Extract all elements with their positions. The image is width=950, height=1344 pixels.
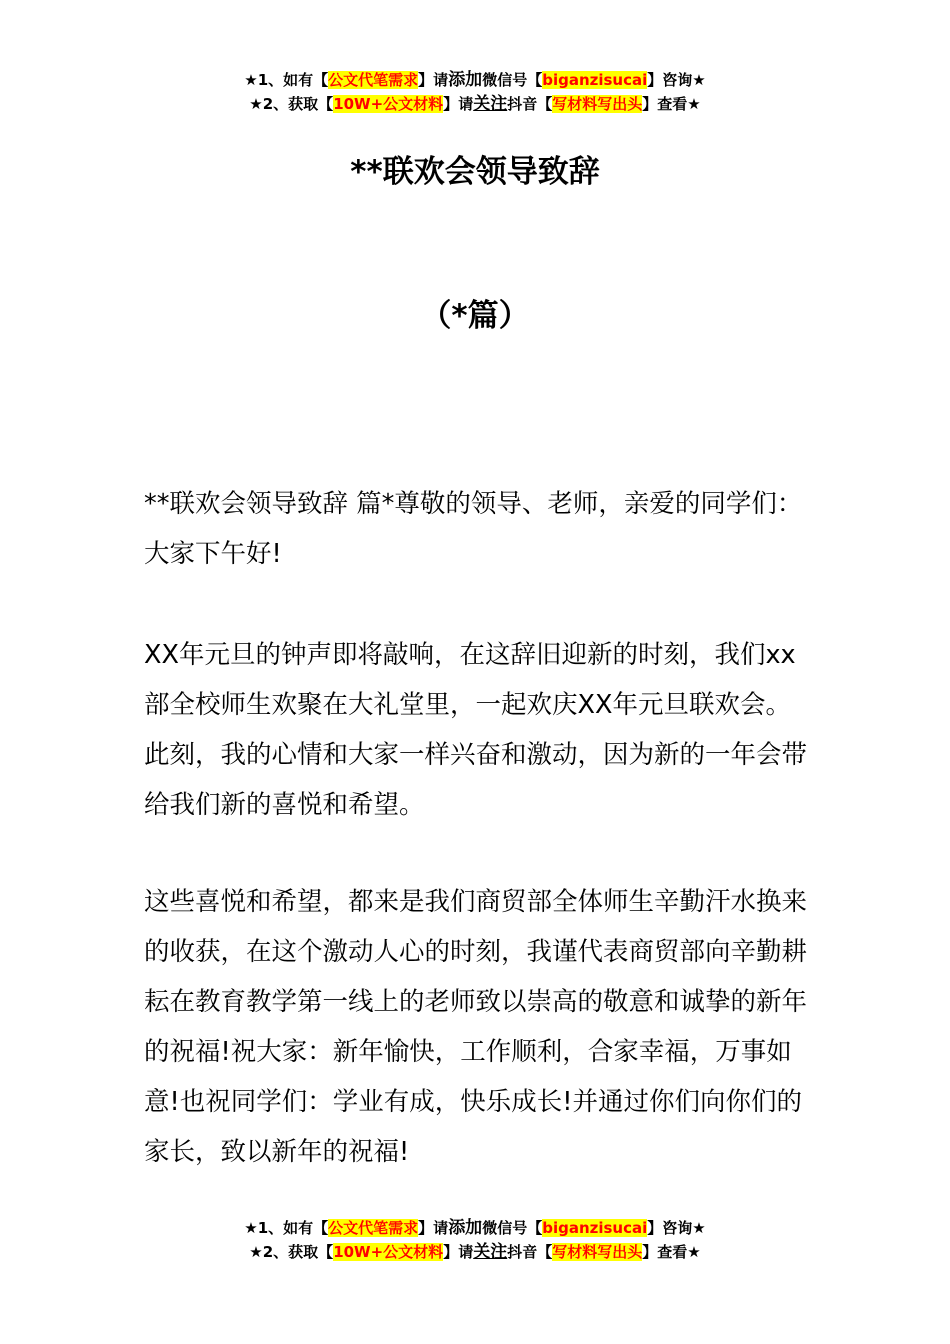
promo-highlight-service: 公文代笔需求 — [328, 1219, 419, 1237]
promo-highlight-wechat-id: biganzisucai — [542, 71, 648, 89]
body-paragraph-1: **联欢会领导致辞 篇*尊敬的领导、老师，亲爱的同学们：大家下午好! — [144, 489, 803, 569]
body-paragraph-2: XX年元旦的钟声即将敲响，在这辞旧迎新的时刻，我们xx部全校师生欢聚在大礼堂里，一起欢庆XX年元旦联欢会。此刻，我的心情和大家一样兴奋和激动，因为新的一年会带给我们新的喜悦和希望。 — [144, 640, 808, 820]
promo-line-2: ★2、获取【10W+公文材料】请关注抖音【写材料写出头】查看★ — [249, 94, 701, 114]
body-paragraph-3: 这些喜悦和希望，都来是我们商贸部全体师生辛勤汗水换来的收获，在这个激动人心的时刻，我谨代表商贸部向辛勤耕耘在教育教学第一线上的老师致以崇高的敬意和诚挚的新年的祝福!祝大家：新年愉快，工作顺利，合家幸福，万事如意!也祝同学们：学业有成，快乐成长!并通过你们向你们的家长，致以新年的祝福! — [144, 887, 808, 1167]
promo-highlight-douyin-id: 写材料写出头 — [552, 1243, 643, 1261]
top-promo-banner — [0, 68, 950, 116]
promo-highlight-materials: 10W+公文材料 — [333, 1243, 444, 1261]
promo-highlight-materials: 10W+公文材料 — [333, 95, 444, 113]
document-subtitle: （*篇） — [420, 298, 530, 334]
promo-line-1: ★1、如有【公文代笔需求】请添加微信号【biganzisucai】咨询★ — [244, 70, 706, 90]
bottom-promo-banner — [0, 1216, 950, 1264]
promo-highlight-douyin-id: 写材料写出头 — [552, 95, 643, 113]
promo-highlight-service: 公文代笔需求 — [328, 71, 419, 89]
promo-highlight-wechat-id: biganzisucai — [542, 1219, 648, 1237]
promo-line-2: ★2、获取【10W+公文材料】请关注抖音【写材料写出头】查看★ — [249, 1242, 701, 1262]
document-title: **联欢会领导致辞 — [350, 154, 600, 190]
promo-line-1: ★1、如有【公文代笔需求】请添加微信号【biganzisucai】咨询★ — [244, 1218, 706, 1238]
